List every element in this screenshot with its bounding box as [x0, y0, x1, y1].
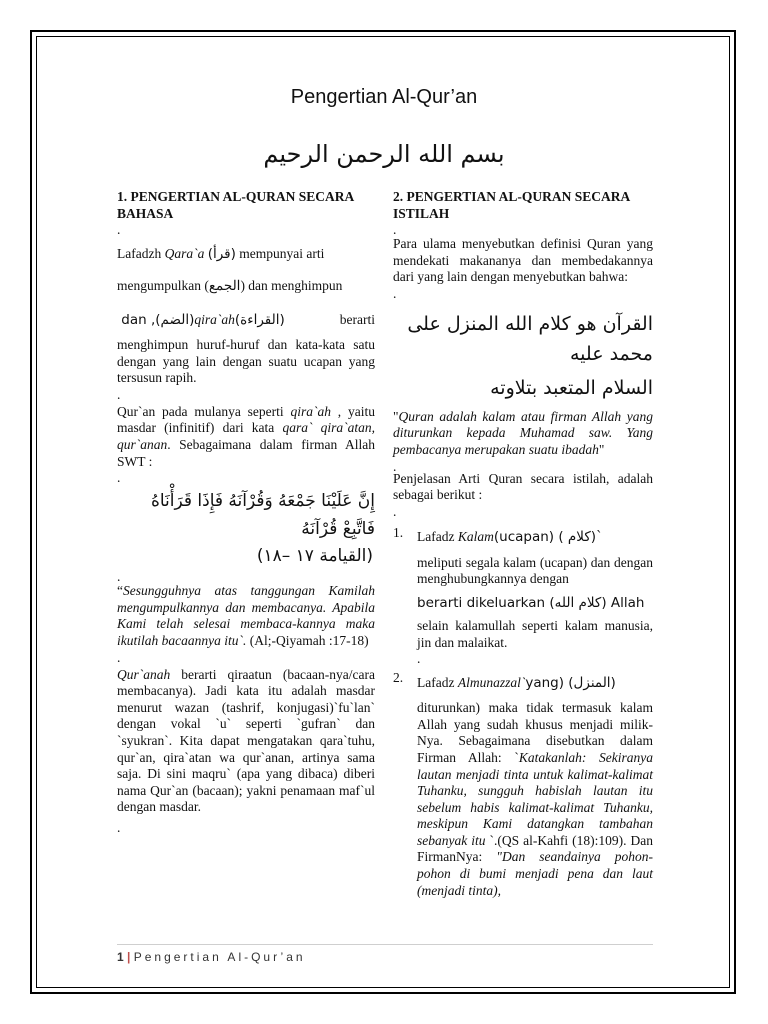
section-1-heading: 1. PENGERTIAN AL-QURAN SECARA BAHASA: [117, 189, 354, 221]
basmala: بسم الله الرحمن الرحيم: [263, 140, 505, 168]
left-column: [117, 188, 375, 837]
verse-translation: “Sesungguhnya atas tanggungan Kamilah mengumpulkannya dan membacanya. Apabila Kami telah selesai membaca-kannya maka ikutilah bacaannya itu`. (Al;-Qiyamah :17-18): [117, 583, 375, 648]
separator-dot: .: [393, 285, 397, 301]
separator-dot: .: [117, 470, 121, 486]
separator-dot: .: [393, 222, 397, 237]
page-number: 1: [117, 950, 124, 964]
separator-dot: .: [117, 386, 121, 402]
right-column: [393, 188, 653, 899]
separator-dot: .: [117, 569, 121, 585]
list-item-munazzal: 2. Lafadz Almunazzal` (المنزل) (yang diturunkan) maka tidak termasuk kalam Allah yang sudah khusus menjadi milik-Nya. Sebagaimana disebutkan dalam Firman Allah: `Katakanlah: Sekiranya lautan menjadi tinta untuk kalimat-kalimat Tuhanku, sungguh habislah lautan itu sebelum habis kalimat-kalimat Tuhanku, meskipun Kami datangkan tambahan sebanyak itu `.(QS al-Kahfi (18):109). Dan FirmanNya: "Dan seandainya pohon-pohon di bumi menjadi pena dan laut (menjadi tinta),: [393, 670, 654, 898]
definition-translation: "Quran adalah kalam atau firman Allah yang diturunkan kepada Muhamad saw. Yang pembacanya merupakan suatu ibadah": [393, 408, 653, 457]
paragraph-menghimpun: menghimpun huruf-huruf dan kata-kata satu dengan yang lain dengan suatu ucapan yang tersusun rapih.: [117, 337, 375, 386]
separator-dot: .: [393, 503, 397, 519]
quran-verse: إِنَّ عَلَيْنَا جَمْعَهُ وَقُرْآنَهُ فَإِذَا قَرَأْنَاهُ فَاتَّبِعْ قُرْآنَهُ: [150, 491, 375, 540]
paragraph-quranah: Qur`anah berarti qiraatun (bacaan-nya/cara membacanya). Jadi kata itu adalah masdar menurut wazan (tashrif, konjugasi)`fu`lan` dengan vokal `u` seperti `gufran` dan `syukran`. Kita dapat mengatakan qara`tuhu, qur`an, qira`atan wa qur`anan, artinya sama saja. Di sini maqru` (apa yang dibaca) diberi nama Qur`an (bacaan); yakni penamaan maf`ul dengan masdar.: [117, 666, 375, 815]
page-footer: 1 | Pengertian Al-Qur’an: [117, 950, 306, 964]
list-item-kalam: 1. Lafadz Kalam`(كلام ) (ucapan) meliputi segala kalam (ucapan) dan dengan menghubungkannya dengan Allah (كلام الله) berarti dikeluarkan selain kalamullah seperti kalam manusia, jin dan malaikat. .: [393, 524, 653, 667]
separator-dot: .: [117, 649, 121, 665]
separator-dot: .: [393, 458, 397, 474]
separator-dot: .: [117, 222, 121, 237]
arabic-definition-line-1: القرآن هو كلام الله المنزل على محمد عليه: [407, 312, 653, 365]
paragraph-lafadzh: Lafadzh Qara`a (قرأ) mempunyai arti: [117, 246, 325, 262]
paragraph-quran-masdar: Qur`an pada mulanya seperti qira`ah , yaitu masdar (infinitif) dari kata qara` qira`atan, qur`anan. Sebagaimana dalam firman Allah SWT :: [117, 403, 375, 469]
footer-divider: [117, 944, 653, 945]
separator-dot: .: [117, 819, 121, 835]
footer-title: Pengertian Al-Qur’an: [133, 950, 306, 964]
paragraph-penjelasan: Penjelasan Arti Quran secara istilah, adalah sebagai berikut :: [393, 470, 653, 503]
paragraph-para-ulama: Para ulama menyebutkan definisi Quran yang mendekati makananya dan membedakannya dari yang lain dengan menyebutkan bahwa:: [393, 236, 653, 285]
arabic-definition-line-2: السلام المتعبد بتلاوته: [490, 376, 653, 399]
verse-reference: (القيامة ١٧ –١٨): [256, 546, 373, 567]
page-title: Pengertian Al-Qur’an: [290, 86, 478, 108]
paragraph-addlam: (الضم), dan qira`ah (القراءة) berarti: [117, 312, 375, 328]
section-2-heading: 2. PENGERTIAN AL-QURAN SECARA ISTILAH: [393, 189, 630, 221]
paragraph-mengumpulkan: mengumpulkan (الجمع) dan menghimpun: [117, 278, 343, 293]
